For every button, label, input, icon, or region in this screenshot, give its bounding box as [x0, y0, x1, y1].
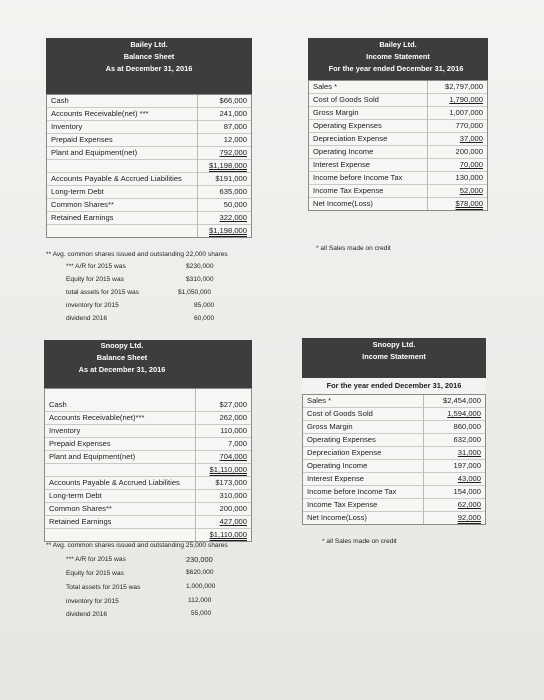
- row-label: Long-term Debt: [51, 187, 104, 196]
- row-label: Common Shares**: [51, 200, 114, 209]
- row-label: Plant and Equipment(net): [49, 452, 136, 461]
- row-label: Cost of Goods Sold: [307, 409, 373, 418]
- row-value: 43,000: [457, 474, 481, 483]
- row-label: Sales *: [307, 396, 332, 405]
- row-label: Operating Expenses: [307, 435, 376, 444]
- bailey-balance-sheet-header: [46, 38, 252, 94]
- row-label: Net Income(Loss): [307, 513, 367, 522]
- snoopy-sales-credit-note: * all Sales made on credit: [322, 538, 397, 545]
- row-value: 262,000: [219, 413, 247, 422]
- table-row: [45, 477, 251, 490]
- note-label: Equity for 2015 was: [66, 570, 124, 577]
- net-income-value: 92,000: [457, 513, 481, 522]
- row-value: $191,000: [215, 174, 247, 183]
- row-label: Income Tax Expense: [307, 500, 378, 509]
- table-row: [309, 94, 487, 107]
- row-value: 635,000: [219, 187, 247, 196]
- row-value: 792,000: [219, 148, 247, 157]
- row-value: $2,797,000: [444, 82, 483, 91]
- bailey-sales-credit-note: * all Sales made on credit: [316, 245, 391, 252]
- table-row: [45, 464, 251, 477]
- table-row: [303, 434, 485, 447]
- table-row: [309, 120, 487, 133]
- total-liabilities-equity-value: $1,110,000: [209, 530, 247, 539]
- row-label: Gross Margin: [313, 108, 359, 117]
- row-label: Accounts Payable & Accrued Liabilities: [51, 174, 182, 183]
- row-value: 87,000: [223, 122, 247, 131]
- row-value: 110,000: [220, 426, 247, 435]
- row-label: Inventory: [49, 426, 81, 435]
- table-row: [45, 529, 251, 541]
- note-label: Total assets for 2015 was: [66, 584, 141, 591]
- bailey-is-company: Bailey Ltd.: [379, 40, 417, 49]
- table-row: [47, 225, 251, 237]
- table-row: [47, 212, 251, 225]
- total-liabilities-equity-value: $1,198,000: [208, 226, 247, 235]
- bailey-bs-company: Bailey Ltd.: [130, 40, 168, 49]
- row-label: Accounts Receivable(net) ***: [51, 109, 149, 118]
- table-row: [309, 81, 487, 94]
- table-row: [47, 186, 251, 199]
- row-value: 31,000: [457, 448, 481, 457]
- table-row: [47, 95, 251, 108]
- table-row: [309, 172, 487, 185]
- note-value: 1,000,000: [186, 583, 216, 590]
- table-row: [309, 107, 487, 120]
- table-row: [47, 147, 251, 160]
- snoopy-bs-date: As at December 31, 2016: [78, 365, 166, 374]
- row-value: 1,007,000: [449, 108, 483, 117]
- row-value: 1,594,000: [447, 409, 481, 418]
- snoopy-bs-company: Snoopy Ltd.: [100, 341, 144, 350]
- table-row: [303, 512, 485, 524]
- row-value: 704,000: [219, 452, 247, 461]
- row-value: 130,000: [455, 173, 483, 182]
- row-value: 200,000: [455, 147, 483, 156]
- row-value: 770,000: [455, 121, 483, 130]
- row-label: Income before Income Tax: [313, 173, 403, 182]
- table-row: [309, 146, 487, 159]
- bailey-income-statement-header: [308, 38, 488, 80]
- table-row: [47, 173, 251, 186]
- row-label: Interest Expense: [313, 160, 370, 169]
- table-row: [309, 159, 487, 172]
- snoopy-is-company: Snoopy Ltd.: [372, 340, 416, 349]
- row-value: 50,000: [223, 200, 247, 209]
- row-value: 860,000: [453, 422, 481, 431]
- row-label: Interest Expense: [307, 474, 364, 483]
- row-label: Cost of Goods Sold: [313, 95, 379, 104]
- bailey-is-date: For the year ended December 31, 2016: [328, 64, 464, 73]
- row-value: 52,000: [459, 186, 483, 195]
- note-label: *** A/R for 2015 was: [66, 263, 126, 270]
- row-value: $66,000: [219, 96, 247, 105]
- note-label: Equity for 2015 was: [66, 276, 124, 283]
- note-value: $1,050,000: [178, 289, 212, 296]
- table-row: [45, 412, 251, 425]
- row-label: Operating Income: [313, 147, 374, 156]
- snoopy-is-statement: Income Statement: [362, 352, 426, 361]
- row-label: Operating Expenses: [313, 121, 382, 130]
- note-label: dividend 2016: [66, 611, 108, 618]
- row-label: Accounts Receivable(net)***: [49, 413, 145, 422]
- note-value: 55,000: [191, 610, 212, 617]
- row-label: Retained Earnings: [49, 517, 112, 526]
- bailey-is-statement: Income Statement: [366, 52, 430, 61]
- column-divider: [197, 95, 198, 237]
- bailey-bs-date: As at December 31, 2016: [105, 64, 193, 73]
- row-value: $27,000: [219, 400, 247, 409]
- table-row: [45, 503, 251, 516]
- snoopy-bs-statement: Balance Sheet: [96, 353, 148, 362]
- row-label: Prepaid Expenses: [49, 439, 111, 448]
- row-label: Depreciation Expense: [313, 134, 388, 143]
- table-row: [45, 451, 251, 464]
- row-value: 632,000: [453, 435, 481, 444]
- column-divider: [195, 389, 196, 541]
- row-value: 12,000: [223, 135, 247, 144]
- note-value: $230,000: [186, 263, 214, 270]
- note-value: $310,000: [186, 276, 214, 283]
- table-row: [303, 447, 485, 460]
- table-row: [45, 490, 251, 503]
- row-value: 154,000: [453, 487, 481, 496]
- row-value: 7,000: [227, 439, 247, 448]
- row-label: Gross Margin: [307, 422, 353, 431]
- row-value: 322,000: [219, 213, 247, 222]
- row-label: Prepaid Expenses: [51, 135, 113, 144]
- snoopy-is-date: For the year ended December 31, 2016: [302, 378, 486, 394]
- row-label: Retained Earnings: [51, 213, 114, 222]
- table-row: [309, 185, 487, 198]
- table-row: [309, 198, 487, 210]
- row-label: Accounts Payable & Accrued Liabilities: [49, 478, 180, 487]
- table-row: [45, 389, 251, 399]
- bailey-income-statement: [308, 38, 488, 211]
- column-divider: [427, 81, 428, 210]
- table-row: [45, 438, 251, 451]
- snoopy-income-statement: [302, 338, 486, 525]
- total-assets-value: $1,110,000: [209, 465, 247, 474]
- table-row: [309, 133, 487, 146]
- row-label: Income before Income Tax: [307, 487, 397, 496]
- table-row: [45, 425, 251, 438]
- note-value: 85,000: [194, 302, 215, 309]
- row-value: $2,454,000: [442, 396, 481, 405]
- row-label: Sales *: [313, 82, 338, 91]
- row-value: 200,000: [219, 504, 247, 513]
- row-label: Common Shares**: [49, 504, 112, 513]
- table-row: [303, 486, 485, 499]
- bailey-bs-statement: Balance Sheet: [123, 52, 175, 61]
- row-value: $173,000: [215, 478, 247, 487]
- row-value: 241,000: [219, 109, 247, 118]
- table-row: [45, 399, 251, 412]
- row-label: Inventory: [51, 122, 83, 131]
- table-row: [47, 160, 251, 173]
- row-label: Operating Income: [307, 461, 368, 470]
- row-value: 62,000: [457, 500, 481, 509]
- table-row: [47, 134, 251, 147]
- note-label: inventory for 2015: [66, 302, 119, 309]
- table-row: [47, 108, 251, 121]
- snoopy-balance-sheet: [44, 340, 252, 542]
- table-row: [45, 516, 251, 529]
- note-value: $620,000: [186, 569, 214, 576]
- note-value: 60,000: [194, 315, 215, 322]
- column-divider: [423, 395, 424, 524]
- snoopy-shares-note: ** Avg. common shares issued and outstanding 25,000 shares: [46, 542, 228, 549]
- snoopy-balance-sheet-header: [44, 340, 252, 388]
- note-label: *** A/R for 2015 was: [66, 556, 126, 563]
- row-value: 197,000: [453, 461, 481, 470]
- table-row: [303, 421, 485, 434]
- table-row: [303, 499, 485, 512]
- table-row: [303, 460, 485, 473]
- note-value: 112,000: [188, 597, 212, 604]
- row-label: Plant and Equipment(net): [51, 148, 138, 157]
- table-row: [303, 408, 485, 421]
- row-value: 310,000: [219, 491, 247, 500]
- row-value: 37,000: [459, 134, 483, 143]
- row-label: Long-term Debt: [49, 491, 102, 500]
- snoopy-income-statement-header: [302, 338, 486, 378]
- bailey-balance-sheet: [46, 38, 252, 238]
- row-label: Net Income(Loss): [313, 199, 373, 208]
- table-row: [303, 395, 485, 408]
- table-row: [47, 121, 251, 134]
- bailey-shares-note: ** Avg. common shares issued and outstanding 22,000 shares: [46, 251, 228, 258]
- table-row: [47, 199, 251, 212]
- row-value: 1,790,000: [449, 95, 483, 104]
- note-label: inventory for 2015: [66, 598, 119, 605]
- note-value: 230,000: [186, 555, 213, 564]
- net-income-value: $78,000: [455, 199, 483, 208]
- row-label: Cash: [51, 96, 69, 105]
- table-row: [303, 473, 485, 486]
- row-value: 427,000: [219, 517, 247, 526]
- note-label: dividend 2016: [66, 315, 108, 322]
- row-label: Cash: [49, 400, 67, 409]
- row-label: Depreciation Expense: [307, 448, 382, 457]
- note-label: total assets for 2015 was: [66, 289, 139, 296]
- row-value: 70,000: [459, 160, 483, 169]
- total-assets-value: $1,198,000: [208, 161, 247, 170]
- row-label: Income Tax Expense: [313, 186, 384, 195]
